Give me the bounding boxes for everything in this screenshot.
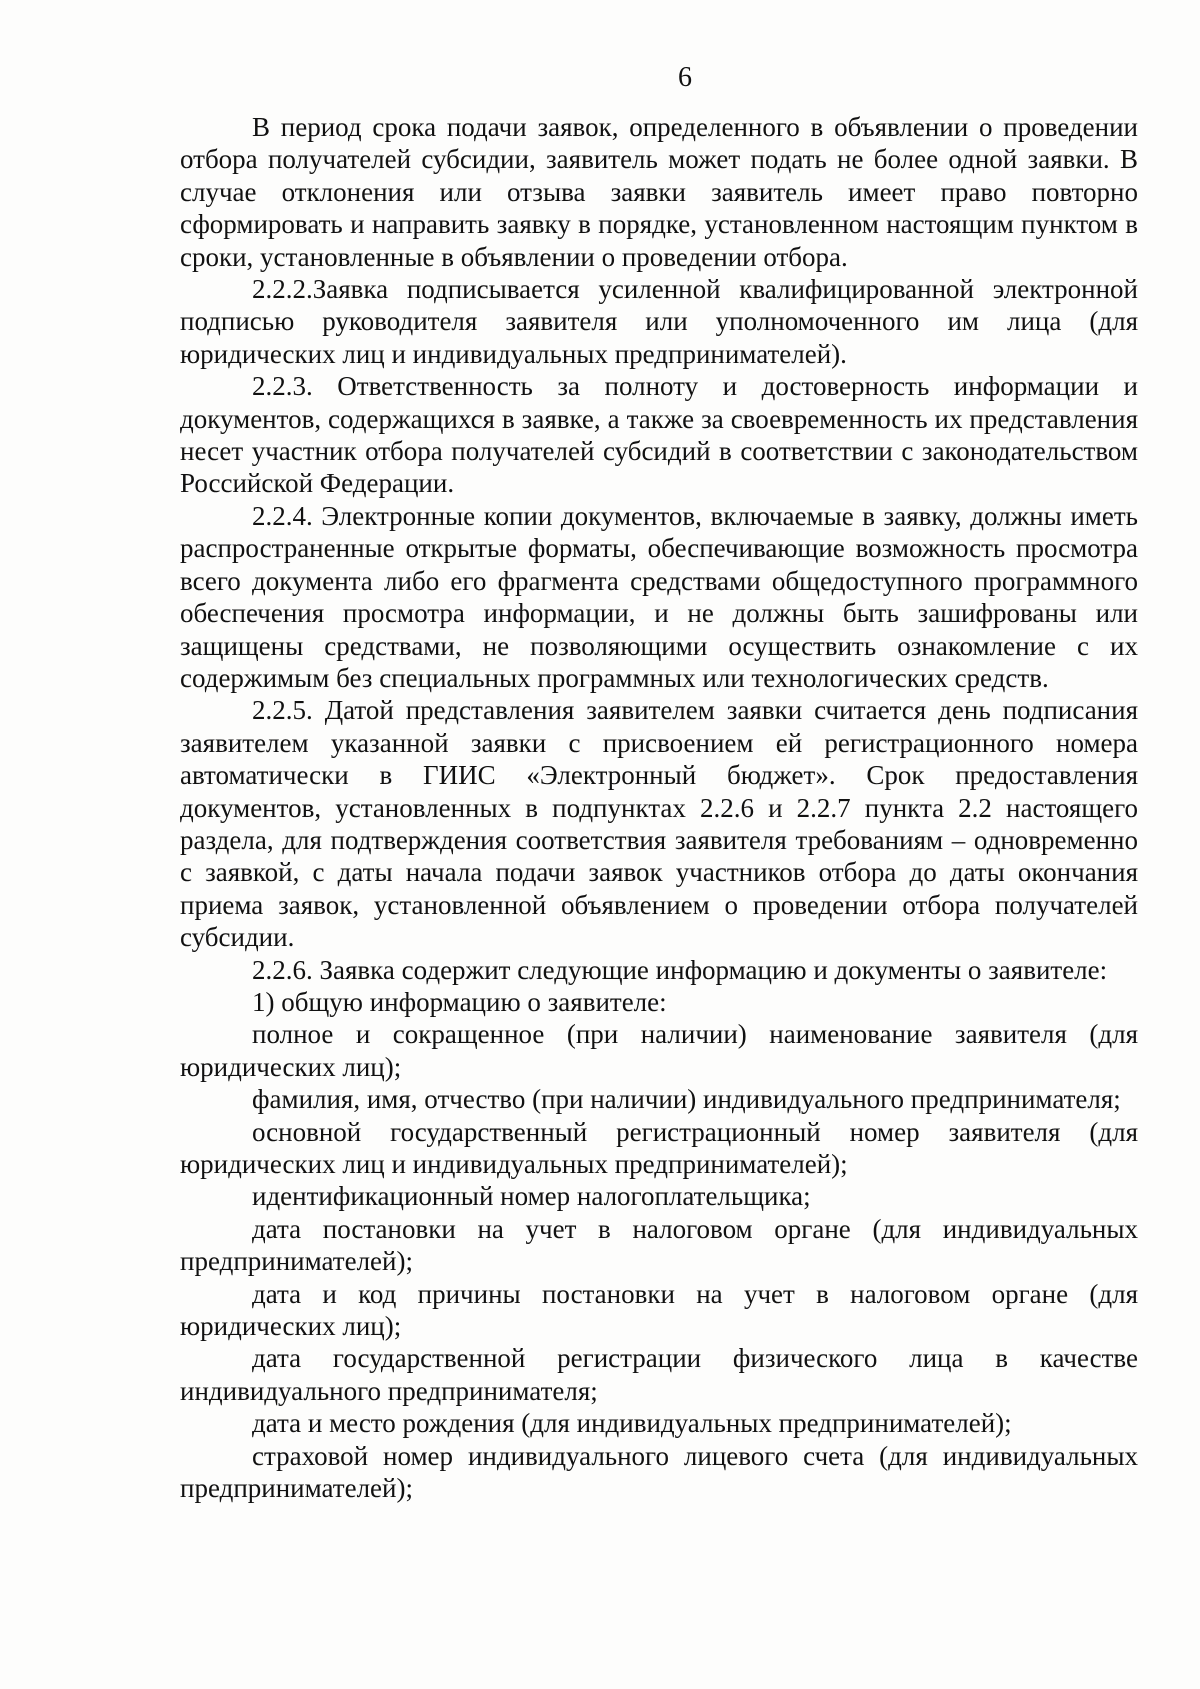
list-item-state-registration-date: дата государственной регистрации физического лица в качестве индивидуального предпринимателя;: [180, 1343, 1138, 1406]
list-item-entrepreneur-name: фамилия, имя, отчество (при наличии) индивидуального предпринимателя;: [252, 1084, 1121, 1115]
list-item-tax-registration-date: дата постановки на учет в налоговом органе (для индивидуальных предпринимателей);: [180, 1213, 1138, 1277]
list-item-kpp: дата и код причины постановки на учет в налоговом органе (для юридических лиц);: [180, 1278, 1138, 1342]
paragraph-2-2-2: 2.2.2.Заявка подписывается усиленной квалифицированной электронной подписью руководителя заявителя или уполномоченного им лица (для юридических лиц и индивидуальных предпринимателей).: [180, 274, 1138, 369]
paragraph-2-2-3: 2.2.3. Ответственность за полноту и достоверность информации и документов, содержащихся в заявке, а также за своевременность их представления несет участник отбора получателей субсидий в соответствии с законодательством Российской Федерации.: [180, 371, 1138, 499]
list-item-birth-date-place: дата и место рождения (для индивидуальных предпринимателей);: [252, 1408, 1012, 1439]
list-item-inn: идентификационный номер налогоплательщика;: [252, 1181, 811, 1212]
page-number: 6: [678, 62, 692, 93]
list-item-full-name: полное и сокращенное (при наличии) наименование заявителя (для юридических лиц);: [180, 1019, 1138, 1082]
paragraph-application-period: В период срока подачи заявок, определенного в объявлении о проведении отбора получателей субсидии, заявитель может подать не более одной заявки. В случае отклонения или отзыва заявки заявитель имеет право повторно сформировать и направить заявку в порядке, установленном настоящим пунктом в сроки, установленные в объявлении о проведении отбора.: [180, 112, 1138, 272]
list-item-snils: страховой номер индивидуального лицевого счета (для индивидуальных предпринимателей);: [180, 1440, 1138, 1504]
document-body: [180, 111, 1138, 1504]
paragraph-2-2-6: 2.2.6. Заявка содержит следующие информацию и документы о заявителе:: [252, 954, 1108, 985]
list-item-general-info: 1) общую информацию о заявителе:: [252, 986, 667, 1017]
paragraph-2-2-4: 2.2.4. Электронные копии документов, включаемые в заявку, должны иметь распространенные открытые форматы, обеспечивающие возможность просмотра всего документа либо его фрагмента средствами общедоступного программного обеспечения просмотра информации, и не должны быть зашифрованы или защищены средствами, не позволяющими осуществить ознакомление с их содержимым без специальных программных или технологических средств.: [180, 500, 1138, 693]
list-item-ogrn: основной государственный регистрационный номер заявителя (для юридических лиц и индивидуальных предпринимателей);: [180, 1116, 1138, 1179]
paragraph-2-2-5: 2.2.5. Датой представления заявителем заявки считается день подписания заявителем указанной заявки с присвоением ей регистрационного номера автоматически в ГИИС «Электронный бюджет». Срок предоставления документов, установленных в подпунктах 2.2.6 и 2.2.7 пункта 2.2 настоящего раздела, для подтверждения соответствия заявителя требованиям – одновременно с заявкой, с даты начала подачи заявок участников отбора до даты окончания приема заявок, установленной объявлением о проведении отбора получателей субсидии.: [180, 695, 1138, 953]
